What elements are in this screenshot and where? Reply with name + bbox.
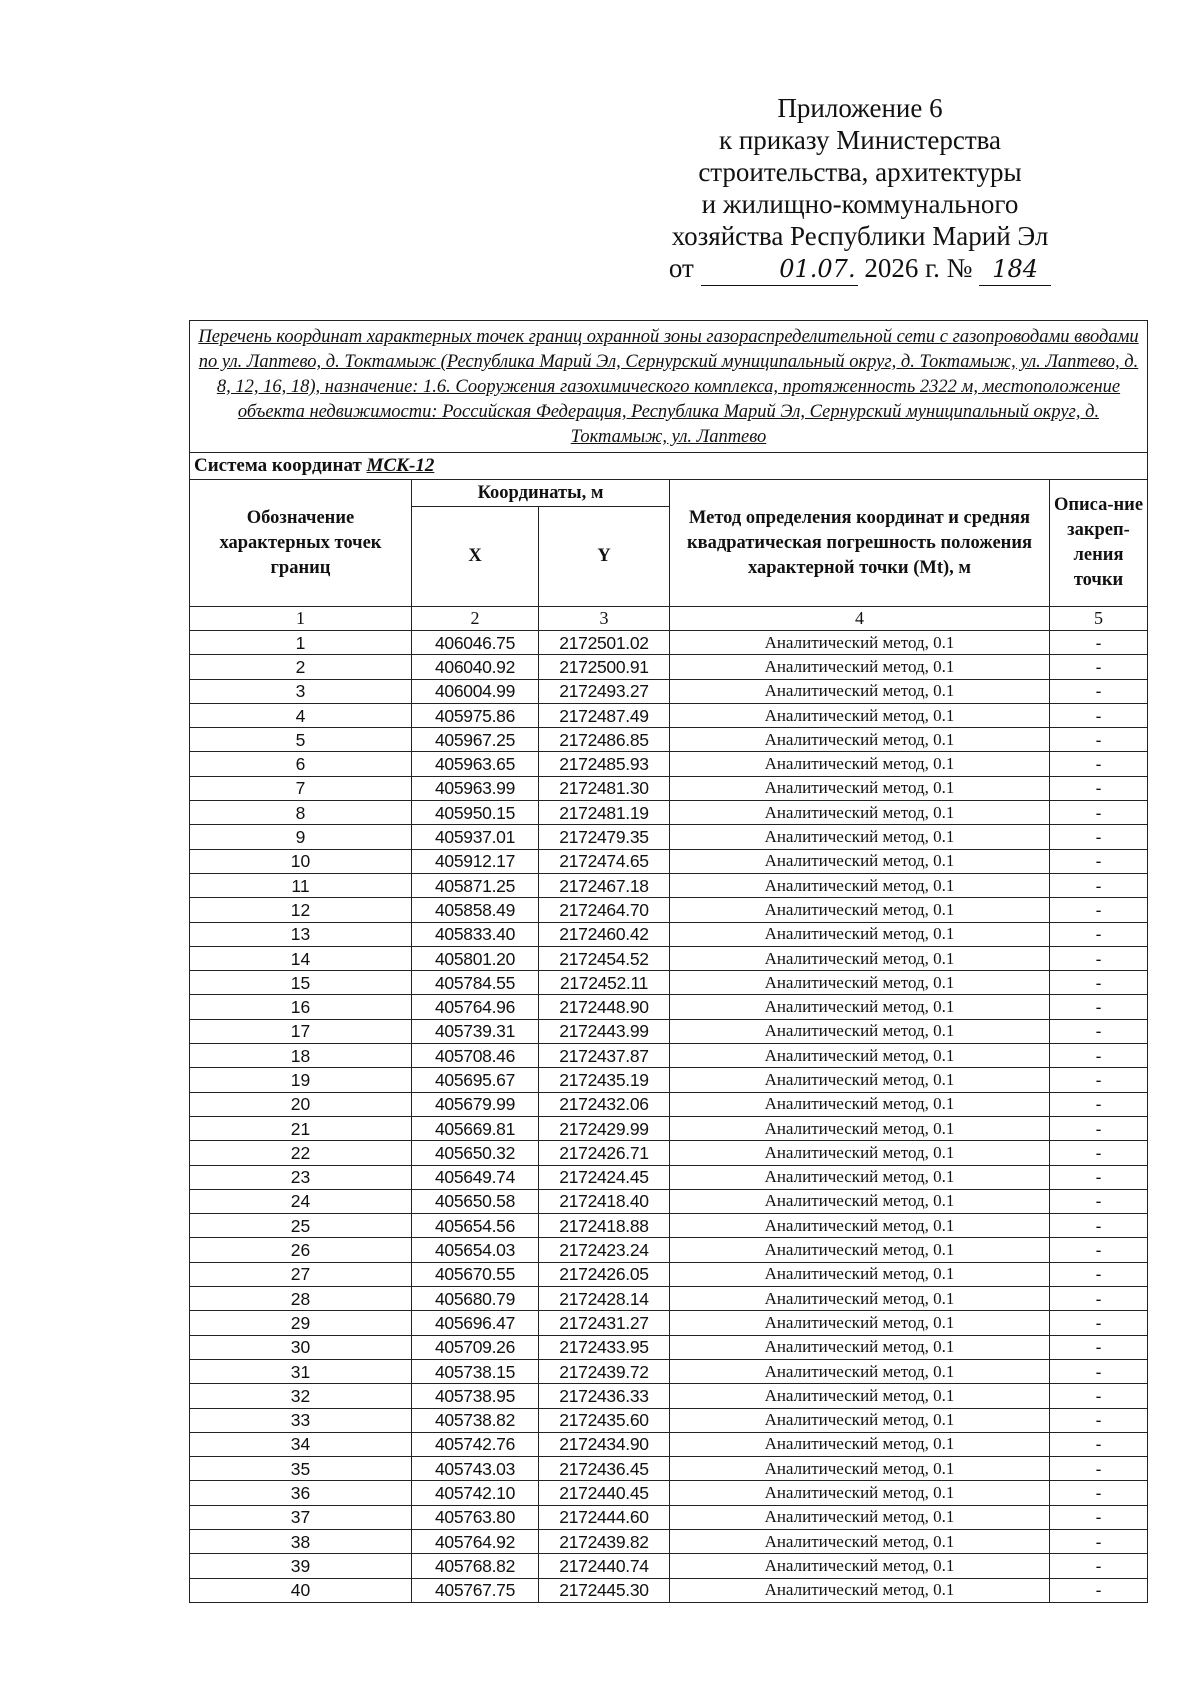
description-cell: -	[1050, 1554, 1148, 1578]
y-cell: 2172437.87	[539, 1044, 670, 1068]
table-row	[190, 1019, 1148, 1043]
point-id-cell: 39	[190, 1554, 412, 1578]
header-coordinates: Координаты, м	[412, 480, 670, 507]
description-cell: -	[1050, 946, 1148, 970]
description-cell: -	[1050, 1384, 1148, 1408]
y-cell: 2172435.60	[539, 1408, 670, 1432]
method-cell: Аналитический метод, 0.1	[670, 849, 1050, 873]
y-cell: 2172467.18	[539, 873, 670, 897]
x-cell: 406004.99	[412, 679, 539, 703]
point-id-cell: 13	[190, 922, 412, 946]
method-cell: Аналитический метод, 0.1	[670, 898, 1050, 922]
description-cell: -	[1050, 655, 1148, 679]
point-id-cell: 8	[190, 801, 412, 825]
method-cell: Аналитический метод, 0.1	[670, 679, 1050, 703]
method-cell: Аналитический метод, 0.1	[670, 728, 1050, 752]
x-cell: 405768.82	[412, 1554, 539, 1578]
y-cell: 2172418.40	[539, 1189, 670, 1213]
point-id-cell: 1	[190, 631, 412, 655]
table-row	[190, 922, 1148, 946]
table-row	[190, 825, 1148, 849]
header-line-2: к приказу Министерства	[718, 125, 1002, 155]
method-cell: Аналитический метод, 0.1	[670, 1165, 1050, 1189]
description-cell: -	[1050, 1262, 1148, 1286]
method-cell: Аналитический метод, 0.1	[670, 1457, 1050, 1481]
y-cell: 2172440.45	[539, 1481, 670, 1505]
point-id-cell: 11	[190, 873, 412, 897]
point-id-cell: 23	[190, 1165, 412, 1189]
description-cell: -	[1050, 801, 1148, 825]
table-row	[190, 898, 1148, 922]
x-cell: 405742.76	[412, 1432, 539, 1456]
table-row	[190, 1311, 1148, 1335]
y-cell: 2172435.19	[539, 1068, 670, 1092]
table-row	[190, 1262, 1148, 1286]
y-cell: 2172486.85	[539, 728, 670, 752]
header-y: Y	[539, 507, 670, 607]
description-cell: -	[1050, 1432, 1148, 1456]
y-cell: 2172443.99	[539, 1019, 670, 1043]
method-cell: Аналитический метод, 0.1	[670, 801, 1050, 825]
header-line-1: Приложение 6	[777, 93, 943, 123]
y-cell: 2172454.52	[539, 946, 670, 970]
table-row	[190, 873, 1148, 897]
coordinates-table	[189, 320, 1148, 1603]
point-id-cell: 28	[190, 1287, 412, 1311]
y-cell: 2172487.49	[539, 703, 670, 727]
description-cell: -	[1050, 1238, 1148, 1262]
y-cell: 2172493.27	[539, 679, 670, 703]
table-row	[190, 1529, 1148, 1553]
description-cell: -	[1050, 1529, 1148, 1553]
table-row	[190, 1092, 1148, 1116]
y-cell: 2172445.30	[539, 1578, 670, 1602]
point-id-cell: 4	[190, 703, 412, 727]
x-cell: 405764.92	[412, 1529, 539, 1553]
column-number: 1	[190, 607, 412, 631]
table-row	[190, 1214, 1148, 1238]
method-cell: Аналитический метод, 0.1	[670, 752, 1050, 776]
method-cell: Аналитический метод, 0.1	[670, 631, 1050, 655]
description-cell: -	[1050, 1457, 1148, 1481]
method-cell: Аналитический метод, 0.1	[670, 1092, 1050, 1116]
x-cell: 405963.65	[412, 752, 539, 776]
x-cell: 405871.25	[412, 873, 539, 897]
x-cell: 405739.31	[412, 1019, 539, 1043]
x-cell: 405654.56	[412, 1214, 539, 1238]
method-cell: Аналитический метод, 0.1	[670, 995, 1050, 1019]
method-cell: Аналитический метод, 0.1	[670, 971, 1050, 995]
point-id-cell: 34	[190, 1432, 412, 1456]
table-row	[190, 1335, 1148, 1359]
description-cell: -	[1050, 825, 1148, 849]
y-cell: 2172439.82	[539, 1529, 670, 1553]
point-id-cell: 5	[190, 728, 412, 752]
table-row	[190, 1116, 1148, 1140]
point-id-cell: 12	[190, 898, 412, 922]
x-cell: 405679.99	[412, 1092, 539, 1116]
description-cell: -	[1050, 703, 1148, 727]
description-cell: -	[1050, 1019, 1148, 1043]
table-row	[190, 655, 1148, 679]
description-cell: -	[1050, 1092, 1148, 1116]
y-cell: 2172424.45	[539, 1165, 670, 1189]
point-id-cell: 40	[190, 1578, 412, 1602]
order-number-handwritten: 184	[979, 253, 1051, 286]
x-cell: 405680.79	[412, 1287, 539, 1311]
x-cell: 405649.74	[412, 1165, 539, 1189]
table-body	[190, 631, 1148, 1603]
description-cell: -	[1050, 1189, 1148, 1213]
date-prefix: от	[668, 253, 694, 283]
description-cell: -	[1050, 631, 1148, 655]
table-title: Перечень координат характерных точек границ охранной зоны газораспределительной сети с газопроводами вводами по ул. Лаптево, д. Токтамыж (Республика Марий Эл, Сернурский муниципальный округ, д. Токтамыж, ул. Лаптево, д. 8, 12, 16, 18), назначение: 1.6. Сооружения газохимического комплекса, протяженность 2322 м, местоположение объекта недвижимости: Российская Федерация, Республика Марий Эл, Сернурский муниципальный округ, д. Токтамыж, ул. Лаптево	[190, 321, 1148, 453]
method-cell: Аналитический метод, 0.1	[670, 1529, 1050, 1553]
x-cell: 405742.10	[412, 1481, 539, 1505]
point-id-cell: 38	[190, 1529, 412, 1553]
x-cell: 405669.81	[412, 1116, 539, 1140]
x-cell: 405695.67	[412, 1068, 539, 1092]
method-cell: Аналитический метод, 0.1	[670, 1311, 1050, 1335]
table-row	[190, 1287, 1148, 1311]
y-cell: 2172440.74	[539, 1554, 670, 1578]
y-cell: 2172426.71	[539, 1141, 670, 1165]
table-row	[190, 1481, 1148, 1505]
point-id-cell: 37	[190, 1505, 412, 1529]
point-id-cell: 7	[190, 776, 412, 800]
point-id-cell: 26	[190, 1238, 412, 1262]
x-cell: 405858.49	[412, 898, 539, 922]
y-cell: 2172479.35	[539, 825, 670, 849]
method-cell: Аналитический метод, 0.1	[670, 1044, 1050, 1068]
x-cell: 405764.96	[412, 995, 539, 1019]
y-cell: 2172426.05	[539, 1262, 670, 1286]
method-cell: Аналитический метод, 0.1	[670, 1116, 1050, 1140]
method-cell: Аналитический метод, 0.1	[670, 1359, 1050, 1383]
method-cell: Аналитический метод, 0.1	[670, 1335, 1050, 1359]
point-id-cell: 18	[190, 1044, 412, 1068]
point-id-cell: 3	[190, 679, 412, 703]
description-cell: -	[1050, 679, 1148, 703]
table-row	[190, 1238, 1148, 1262]
point-id-cell: 33	[190, 1408, 412, 1432]
x-cell: 405696.47	[412, 1311, 539, 1335]
point-id-cell: 31	[190, 1359, 412, 1383]
column-number: 3	[539, 607, 670, 631]
description-cell: -	[1050, 1287, 1148, 1311]
y-cell: 2172474.65	[539, 849, 670, 873]
table-row	[190, 1359, 1148, 1383]
point-id-cell: 20	[190, 1092, 412, 1116]
table-row	[190, 1141, 1148, 1165]
header-method: Метод определения координат и средняя квадратическая погрешность положения характерной точки (Mt), м	[670, 480, 1050, 607]
table-row	[190, 679, 1148, 703]
x-cell: 405743.03	[412, 1457, 539, 1481]
y-cell: 2172452.11	[539, 971, 670, 995]
column-number-row	[190, 607, 1148, 631]
x-cell: 405650.58	[412, 1189, 539, 1213]
method-cell: Аналитический метод, 0.1	[670, 825, 1050, 849]
method-cell: Аналитический метод, 0.1	[670, 1481, 1050, 1505]
header-x: X	[412, 507, 539, 607]
header-line-5: хозяйства Республики Марий Эл	[671, 221, 1049, 251]
y-cell: 2172460.42	[539, 922, 670, 946]
table-row	[190, 728, 1148, 752]
table-row	[190, 1044, 1148, 1068]
table-row	[190, 1068, 1148, 1092]
method-cell: Аналитический метод, 0.1	[670, 1141, 1050, 1165]
header-line-4: и жилищно-коммунального	[701, 189, 1019, 219]
method-cell: Аналитический метод, 0.1	[670, 1384, 1050, 1408]
coordinate-system	[190, 453, 1148, 480]
point-id-cell: 6	[190, 752, 412, 776]
method-cell: Аналитический метод, 0.1	[670, 1189, 1050, 1213]
y-cell: 2172448.90	[539, 995, 670, 1019]
x-cell: 406040.92	[412, 655, 539, 679]
point-id-cell: 22	[190, 1141, 412, 1165]
table-row	[190, 1189, 1148, 1213]
description-cell: -	[1050, 1578, 1148, 1602]
y-cell: 2172481.30	[539, 776, 670, 800]
y-cell: 2172432.06	[539, 1092, 670, 1116]
description-cell: -	[1050, 1214, 1148, 1238]
table-row	[190, 631, 1148, 655]
x-cell: 405967.25	[412, 728, 539, 752]
y-cell: 2172485.93	[539, 752, 670, 776]
x-cell: 405763.80	[412, 1505, 539, 1529]
method-cell: Аналитический метод, 0.1	[670, 655, 1050, 679]
point-id-cell: 19	[190, 1068, 412, 1092]
y-cell: 2172434.90	[539, 1432, 670, 1456]
method-cell: Аналитический метод, 0.1	[670, 1262, 1050, 1286]
point-id-cell: 9	[190, 825, 412, 849]
column-number: 5	[1050, 607, 1148, 631]
header-designation: Обозначение характерных точек границ	[190, 480, 412, 607]
description-cell: -	[1050, 1359, 1148, 1383]
y-cell: 2172464.70	[539, 898, 670, 922]
method-cell: Аналитический метод, 0.1	[670, 703, 1050, 727]
method-cell: Аналитический метод, 0.1	[670, 1068, 1050, 1092]
method-cell: Аналитический метод, 0.1	[670, 1238, 1050, 1262]
y-cell: 2172418.88	[539, 1214, 670, 1238]
x-cell: 405937.01	[412, 825, 539, 849]
x-cell: 405833.40	[412, 922, 539, 946]
description-cell: -	[1050, 1141, 1148, 1165]
method-cell: Аналитический метод, 0.1	[670, 1578, 1050, 1602]
description-cell: -	[1050, 1311, 1148, 1335]
point-id-cell: 35	[190, 1457, 412, 1481]
table-row	[190, 752, 1148, 776]
x-cell: 405950.15	[412, 801, 539, 825]
description-cell: -	[1050, 922, 1148, 946]
method-cell: Аналитический метод, 0.1	[670, 1505, 1050, 1529]
column-number: 4	[670, 607, 1050, 631]
method-cell: Аналитический метод, 0.1	[670, 873, 1050, 897]
order-year-text: 2026 г. №	[864, 253, 973, 283]
y-cell: 2172500.91	[539, 655, 670, 679]
method-cell: Аналитический метод, 0.1	[670, 1287, 1050, 1311]
table-row	[190, 1457, 1148, 1481]
description-cell: -	[1050, 1044, 1148, 1068]
method-cell: Аналитический метод, 0.1	[670, 1408, 1050, 1432]
y-cell: 2172501.02	[539, 631, 670, 655]
x-cell: 405708.46	[412, 1044, 539, 1068]
method-cell: Аналитический метод, 0.1	[670, 922, 1050, 946]
table-row	[190, 946, 1148, 970]
x-cell: 405784.55	[412, 971, 539, 995]
description-cell: -	[1050, 752, 1148, 776]
x-cell: 405738.82	[412, 1408, 539, 1432]
y-cell: 2172439.72	[539, 1359, 670, 1383]
x-cell: 405963.99	[412, 776, 539, 800]
description-cell: -	[1050, 898, 1148, 922]
point-id-cell: 36	[190, 1481, 412, 1505]
description-cell: -	[1050, 995, 1148, 1019]
x-cell: 405654.03	[412, 1238, 539, 1262]
table-row	[190, 801, 1148, 825]
point-id-cell: 27	[190, 1262, 412, 1286]
point-id-cell: 10	[190, 849, 412, 873]
description-cell: -	[1050, 1068, 1148, 1092]
x-cell: 406046.75	[412, 631, 539, 655]
coordinate-system-value: МСК-12	[366, 455, 435, 476]
point-id-cell: 21	[190, 1116, 412, 1140]
x-cell: 405738.15	[412, 1359, 539, 1383]
y-cell: 2172423.24	[539, 1238, 670, 1262]
method-cell: Аналитический метод, 0.1	[670, 1432, 1050, 1456]
header-description: Описа-ние закреп-ления точки	[1050, 480, 1148, 607]
description-cell: -	[1050, 776, 1148, 800]
x-cell: 405975.86	[412, 703, 539, 727]
header-line-3: строительства, архитектуры	[698, 157, 1022, 187]
point-id-cell: 29	[190, 1311, 412, 1335]
column-number: 2	[412, 607, 539, 631]
description-cell: -	[1050, 1116, 1148, 1140]
x-cell: 405670.55	[412, 1262, 539, 1286]
point-id-cell: 25	[190, 1214, 412, 1238]
method-cell: Аналитический метод, 0.1	[670, 776, 1050, 800]
y-cell: 2172436.45	[539, 1457, 670, 1481]
method-cell: Аналитический метод, 0.1	[670, 946, 1050, 970]
table-row	[190, 703, 1148, 727]
point-id-cell: 16	[190, 995, 412, 1019]
point-id-cell: 24	[190, 1189, 412, 1213]
table-row	[190, 1554, 1148, 1578]
point-id-cell: 15	[190, 971, 412, 995]
y-cell: 2172431.27	[539, 1311, 670, 1335]
x-cell: 405709.26	[412, 1335, 539, 1359]
description-cell: -	[1050, 1481, 1148, 1505]
description-cell: -	[1050, 728, 1148, 752]
document-header	[640, 92, 1080, 286]
point-id-cell: 14	[190, 946, 412, 970]
description-cell: -	[1050, 1408, 1148, 1432]
description-cell: -	[1050, 971, 1148, 995]
table-row	[190, 1165, 1148, 1189]
point-id-cell: 32	[190, 1384, 412, 1408]
description-cell: -	[1050, 849, 1148, 873]
order-date-line	[640, 252, 1080, 286]
method-cell: Аналитический метод, 0.1	[670, 1019, 1050, 1043]
table-row	[190, 1505, 1148, 1529]
description-cell: -	[1050, 1505, 1148, 1529]
method-cell: Аналитический метод, 0.1	[670, 1214, 1050, 1238]
table-row	[190, 1408, 1148, 1432]
table-row	[190, 995, 1148, 1019]
point-id-cell: 2	[190, 655, 412, 679]
point-id-cell: 30	[190, 1335, 412, 1359]
y-cell: 2172444.60	[539, 1505, 670, 1529]
order-date-handwritten: 01.07.	[701, 253, 858, 286]
description-cell: -	[1050, 873, 1148, 897]
x-cell: 405767.75	[412, 1578, 539, 1602]
table-row	[190, 1432, 1148, 1456]
point-id-cell: 17	[190, 1019, 412, 1043]
table-row	[190, 849, 1148, 873]
table-row	[190, 1578, 1148, 1602]
table-row	[190, 1384, 1148, 1408]
y-cell: 2172481.19	[539, 801, 670, 825]
y-cell: 2172433.95	[539, 1335, 670, 1359]
table-row	[190, 776, 1148, 800]
x-cell: 405801.20	[412, 946, 539, 970]
table-row	[190, 971, 1148, 995]
x-cell: 405912.17	[412, 849, 539, 873]
x-cell: 405738.95	[412, 1384, 539, 1408]
x-cell: 405650.32	[412, 1141, 539, 1165]
y-cell: 2172428.14	[539, 1287, 670, 1311]
y-cell: 2172436.33	[539, 1384, 670, 1408]
description-cell: -	[1050, 1165, 1148, 1189]
y-cell: 2172429.99	[539, 1116, 670, 1140]
method-cell: Аналитический метод, 0.1	[670, 1554, 1050, 1578]
coordinate-system-label: Система координат	[194, 455, 362, 476]
description-cell: -	[1050, 1335, 1148, 1359]
